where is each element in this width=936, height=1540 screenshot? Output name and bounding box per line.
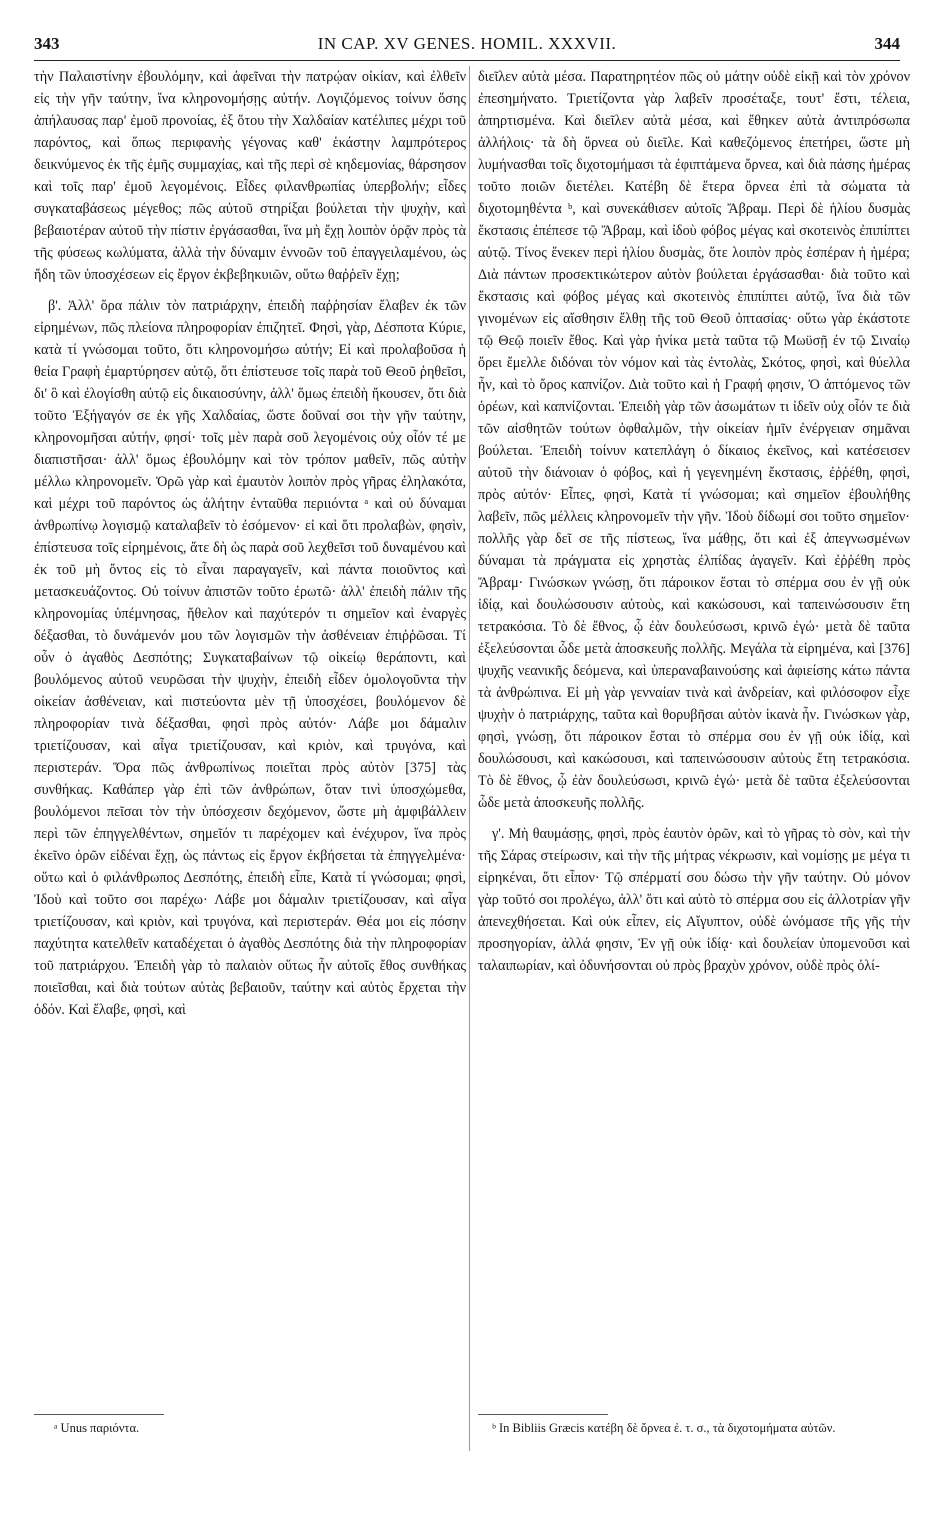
page-number-left: 343: [34, 34, 60, 53]
footnote-left: ᵃ Unus παριόντα.: [54, 1421, 140, 1435]
footnote-rule-right: [478, 1414, 608, 1415]
right-column: [478, 66, 910, 1451]
right-paragraph-2: γ'. Μὴ θαυμάσῃς, φησὶ, πρὸς ἑαυτὸν ὁρῶν, καὶ τὸ γῆρας τὸ σὸν, καὶ τὴν τῆς Σάρας στείρωσιν, καὶ τὴν τῆς μήτρας νέκρωσιν, καὶ νομίσῃς με μέγα τι εἰρηκέναι, ὅτι εἶπον· Τῷ σπέρματί σου δώσω τὴν γῆν ταύτην. Οὐ μόνον γὰρ τοῦτό σοι προλέγω, ἀλλ' ὅτι καὶ αὐτὸ τὸ σπέρμα σου εἰς ἀλλοτρίαν γῆν ἀπενεχθήσεται. Καὶ οὐκ εἶπεν, εἰς Αἴγυπτον, οὐδὲ ὠνόμασε τῆς γῆς τὴν προσηγορίαν, ἀλλά φησιν, Ἐν γῇ οὐκ ἰδίᾳ· καὶ δουλείαν ὑπομενοῦσι καὶ ταλαιπωρίαν, καὶ ὀδυνήσονται οὐ πρὸς βραχὺν χρόνον, οὐδὲ πρὸς ὀλί-: [478, 826, 910, 974]
left-column: [34, 66, 466, 1451]
left-paragraph-1: τὴν Παλαιστίνην ἐβουλόμην, καὶ ἀφεῖναι τὴν πατρῴαν οἰκίαν, καὶ ἐλθεῖν εἰς τὴν γῆν ταύτην, ἵνα κληρονομήσῃς αὐτήν. Λογιζόμενος τοίνυν ὅσης ἀπήλαυσας παρ' ἐμοῦ προνοίας, ἐξ ὅτου τὴν Χαλδαίαν κατέλιπες μέχρι τοῦ παρόντος, καὶ ὅπως περιφανὴς γέγονας καθ' ἑκάστην λαμπρότερος δεικνύμενος ἐκ τῆς ἐμῆς συμμαχίας, καὶ τῆς περὶ σὲ κηδεμονίας, θάρσησον καὶ τοῖς παρ' ἐμοῦ λεγομένοις. Εἶδες φιλανθρωπίας ὑπερβολήν; εἶδες συγκαταβάσεως μέγεθος; πῶς αὐτοῦ στηρίξαι βούλεται τὴν ψυχὴν, καὶ βεβαιοτέραν αὐτοῦ τὴν πίστιν ἐργάσασθαι, ἵνα μὴ ἔχῃ λοιπὸν ὁρᾷν πρὸς τὰ τῆς φύσεως κωλύματα, ἀλλὰ τὴν δύναμιν ἐννοῶν τοῦ ἐπαγγειλαμένου, ὡς ἤδη τῶν ὑποσχέσεων εἰς ἔργον ἐκβεβηκυιῶν, οὕτω θαῤῥεῖν ἔχῃ;: [34, 69, 466, 283]
page-header: [34, 32, 900, 61]
left-paragraph-2: β'. Ἀλλ' ὅρα πάλιν τὸν πατριάρχην, ἐπειδὴ παῤῥησίαν ἔλαβεν ἐκ τῶν εἰρημένων, πῶς πλείονα πληροφορίαν ἐπιζητεῖ. Φησὶ, γὰρ, Δέσποτα Κύριε, κατὰ τί γνώσομαι τοῦτο, ὅτι κληρονομήσω αὐτήν; Εἰ καὶ προλαβοῦσα ἡ θεία Γραφὴ ἐμαρτύρησεν αὐτῷ, ὅτι ἐπίστευσε τοῖς παρὰ τοῦ Θεοῦ ῥηθεῖσι, δι' ὃ καὶ ἐλογίσθη αὐτῷ εἰς δικαιοσύνην, ἀλλ' ὅμως ἐπειδὴ ἤκουσεν, ὅτι διὰ τοῦτο Ἐξήγαγόν σε ἐκ γῆς Χαλδαίας, ὥστε δοῦναί σοι τὴν γῆν ταύτην, κληρονομῆσαι αὐτήν, φησί· τοῖς μὲν παρὰ σοῦ λεγομένοις οὐχ οἷόν τέ με διαπιστῆσαι· ἀλλ' ὅμως ἐβουλόμην καὶ τὸν τρόπον μαθεῖν, πῶς αὐτὴν μέλλω κληρονομεῖν. Ὁρῶ γὰρ καὶ ἐμαυτὸν λοιπὸν πρὸς γῆρας ἐληλακότα, καὶ μέχρι τοῦ παρόντος ὡς ἀλήτην ἐνταῦθα περιιόντα ᵃ καὶ οὐ δύναμαι ἀνθρωπίνῳ λογισμῷ καταλαβεῖν τὸ ἐσόμενον· εἰ καὶ ὅτι προλαβὼν, φησὶν, ἐπίστευσα τοῖς εἰρημένοις, ἅτε δὴ ὡς παρὰ σοῦ λεχθεῖσι τοῦ δυναμένου καὶ ἐκ τοῦ μὴ ὄντος εἰς τὸ εἶναι παραγαγεῖν, καὶ πάντα ποιοῦντος καὶ μετασκευάζοντος. Οὐ τοίνυν ἀπιστῶν τοῦτο ἐρωτῶ· ἀλλ' ἐπειδὴ πάλιν τῆς κληρονομίας ὑπέμνησας, ἤθελον καὶ παχύτερόν τι σημεῖον καὶ ἐναργὲς δέξασθαι, τὸ δυνάμενόν μου τῶν λογισμῶν τὴν ἀσθένειαν ἐπιῤῥῶσαι. Τί οὖν ὁ ἀγαθὸς Δεσπότης; Συγκαταβαίνων τῷ οἰκείῳ θεράποντι, καὶ βουλόμενος αὐτοῦ νευρῶσαι τὴν ψυχὴν, ἐπειδὴ εἶδεν ὁμολογοῦντα τὴν οἰκείαν ἀσθένειαν, καὶ πιστεύοντα μὲν τῇ ὑποσχέσει, βουλόμενον δὲ πληροφορίαν τινὰ δέξασθαι, φησὶ πρὸς αὐτόν· Λάβε μοι δάμαλιν τριετίζουσαν, καὶ αἶγα τριετίζουσαν, καὶ κριὸν, καὶ τρυγόνα, καὶ περιστεράν. Ὅρα πῶς ἀνθρωπίνως ποιεῖται πρὸς αὐτὸν [375] τὰς συνθήκας. Καθάπερ γὰρ ἐπὶ τῶν ἀνθρώπων, ὅταν τινὶ ὑποσχώμεθα, βουλόμενοι πεῖσαι τὸν τὴν ὑπόσχεσιν δεχόμενον, ὥστε μὴ ἀμφιβάλλειν περὶ τῶν ἐπηγγελθέντων, σημεῖόν τι παρέχομεν καὶ ἐνέχυρον, ἵνα πρὸς ἐκεῖνο ὁρῶν εἰδέναι ἔχῃ, ὡς πάντως εἰς ἔργον ἐκβήσεται τὰ ἐπηγγελμένα· οὕτω καὶ ὁ φιλάνθρωπος Δεσπότης, ἐπειδὴ εἶπε, Κατὰ τί γνώσομαι; φησὶ, Ἰδοὺ καὶ τοῦτο σοι παρέχω· Λάβε μοι δάμαλιν τριετίζουσαν, καὶ αἶγα τριετίζουσαν, καὶ κριὸν, καὶ τρυγόνα, καὶ περιστεράν. Θέα μοι εἰς πόσην παχύτητα κατελθεῖν καταδέχεται ὁ ἀγαθὸς Δεσπότης διὰ τὴν πληροφορίαν τοῦ πατριάρχου. Ἐπειδὴ γὰρ τὸ παλαιὸν οὕτως ἦν αὐτοῖς ἔθος συνθήκας ποιεῖσθαι, καὶ διὰ τούτων αὐτὰς βεβαιοῦν, ταύτην καὶ αὐτὸς ἔρχεται τὴν ὁδόν. Καὶ ἔλαβε, φησὶ, καὶ: [34, 298, 466, 1018]
footnote-right: ᵇ In Bibliis Græcis κατέβη δὲ ὄρνεα ἐ. τ. σ., τὰ διχοτομήματα αὐτῶν.: [492, 1421, 836, 1435]
running-title: IN CAP. XV GENES. HOMIL. XXXVII.: [317, 34, 617, 53]
column-divider: [469, 66, 470, 1451]
right-paragraph-1: διεῖλεν αὐτὰ μέσα. Παρατηρητέον πῶς οὐ μάτην οὐδὲ εἰκῇ καὶ τὸν χρόνον ἐπεσημήνατο. Τριετίζοντα γὰρ λαβεῖν προσέταξε, τουτ' ἔστι, τέλεια, ἀπηρτισμένα. Καὶ διεῖλεν αὐτὰ μέσα, καὶ ἔθηκεν αὐτὰ ἀντιπρόσωπα ἀλλήλοις· τὰ δὴ ὄρνεα οὐ διεῖλε. Καὶ καθεζόμενος ἐπετήρει, ὥστε μὴ λυμήνασθαι τοῖς διχοτομήμασι τὰ ἐφιπτάμενα ὄρνεα, καὶ διὰ πάσης ἡμέρας τοῦτο ποιῶν διετέλει. Κατέβη δὲ ἕτερα ὄρνεα ἐπὶ τὰ σώματα τὰ διχοτομηθέντα ᵇ, καὶ συνεκάθισεν αὐτοῖς Ἄβραμ. Περὶ δὲ ἡλίου δυσμὰς ἔκστασις ἐπέπεσε τῷ Ἄβραμ, καὶ ἰδοὺ φόβος μέγας καὶ σκοτεινὸς ἐπιπίπτει αὐτῷ. Τίνος ἕνεκεν περὶ ἡλίου δυσμὰς, ὅτε λοιπὸν πρὸς ἑσπέραν ἡ ἡμέρα; Διὰ πάντων προσεκτικώτερον αὐτὸν βούλεται ἐργάσασθαι· διὰ τοῦτο καὶ ἔκστασις καὶ φόβος μέγας καὶ σκοτεινὸς ἐπιπίπτει αὐτῷ, ἵνα διὰ τῶν γινομένων εἰς αἴσθησιν ἔλθῃ τῆς τοῦ Θεοῦ ὀπτασίας· οὕτω γὰρ ἑκάστοτε τῷ Θεῷ ποιεῖν ἔθος. Καὶ γὰρ ἡνίκα μετὰ ταῦτα τῷ Μωϋσῇ ἐν τῷ Σιναίῳ ὄρει ἔμελλε διδόναι τὸν νόμον καὶ τὰς ἐντολὰς, Σκότος, φησὶ, καὶ θύελλα ἦν, καὶ τὸ ὄρος καπνίζον. Διὰ τοῦτο καὶ ἡ Γραφή φησιν, Ὁ ἁπτόμενος τῶν ὀρέων, καὶ καπνίζονται. Ἐπειδὴ γὰρ τῶν ἀσωμάτων τι ἰδεῖν οὐχ οἷόν τε διὰ τῶν αἰσθητῶν τούτων ὀφθαλμῶν, τὴν οἰκείαν ἡμῖν ἐνέργειαν σημᾶναι βούλεται. Ἐπειδὴ τοίνυν κατεπλάγη ὁ δίκαιος ἐκεῖνος, καὶ κατέσεισεν αὐτοῦ τὴν διάνοιαν ὁ φόβος, καὶ ἡ γεγενημένη ἔκστασις, ἐῤῥέθη, φησὶ, πρὸς αὐτόν· Εἶπες, φησὶ, Κατὰ τί γνώσομαι; καὶ σημεῖον ἐβουλήθης λαβεῖν, πῶς μέλλεις κληρονομεῖν τὴν γῆν. Ἰδοὺ δίδωμί σοι τοῦτο σημεῖον· πολλῆς γὰρ δεῖ σε τῆς πίστεως, ἵνα μάθῃς, ὅτι καὶ ἐξ ἀπεγνωσμένων δύναμαι τὰ πράγματα εἰς χρηστὰς ἐλπίδας ἀγαγεῖν. Καὶ ἐῤῥέθη πρὸς Ἄβραμ· Γινώσκων γνώσῃ, ὅτι πάροικον ἔσται τὸ σπέρμα σου ἐν γῇ οὐκ ἰδίᾳ, καὶ δουλώσουσιν αὐτοὺς, καὶ κακώσουσι, καὶ ταπεινώσουσιν ἔτη τετρακόσια. Τὸ δὲ ἔθνος, ᾧ ἐὰν δουλεύσωσι, κρινῶ ἐγώ· μετὰ δὲ ταῦτα ἐξελεύσονται ὧδε μετὰ ἀποσκευῆς πολλῆς. Μεγάλα τὰ εἰρημένα, καὶ [376] ψυχῆς νεανικῆς δεόμενα, καὶ ὑπεραναβαινούσης καὶ ἀφιείσης κάτω πάντα τὰ ἀνθρώπινα. Εἰ μὴ γὰρ γενναίαν τινὰ καὶ ἀνδρείαν, καὶ φιλόσοφον εἶχε ψυχὴν ὁ πατριάρχης, ταῦτα καὶ θορυβῆσαι αὐτὸν ἱκανὰ ἦν. Γινώσκων γὰρ, φησὶ, γνώσῃ, ὅτι πάροικον ἔσται τὸ σπέρμα σου ἐν γῇ οὐκ ἰδίᾳ, καὶ δουλώσουσι, καὶ κακώσουσι, καὶ ταπεινώσουσιν αὐτοὺς ἔτη τετρακόσια. Τὸ δὲ ἔθνος, ᾧ ἐὰν δουλεύσωσι, κρινῶ ἐγώ· μετὰ δὲ ταῦτα ἐξελεύσονται ὧδε μετὰ ἀποσκευῆς πολλῆς.: [478, 69, 910, 811]
footnote-rule-left: [34, 1414, 164, 1415]
page-number-right: 344: [874, 34, 900, 53]
